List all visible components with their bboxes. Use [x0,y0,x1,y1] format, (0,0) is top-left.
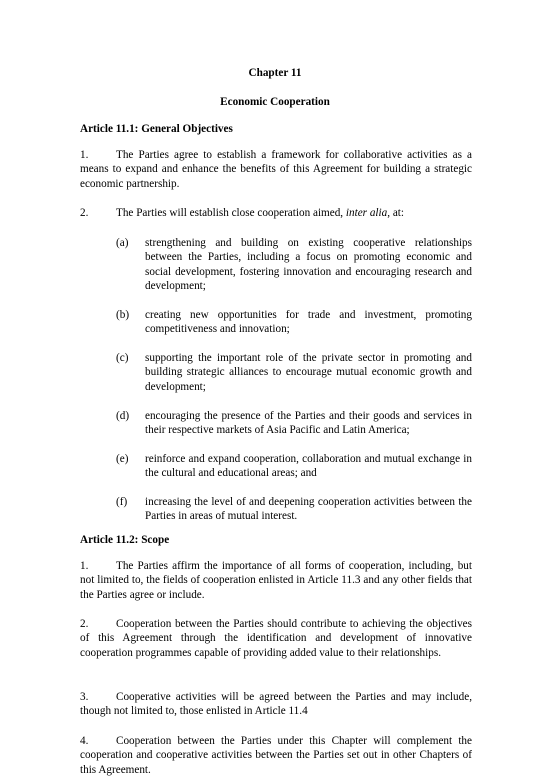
list-item-letter: (c) [116,352,129,364]
paragraph-text: Cooperation between the Parties under this Chapter will complement the cooperation and cooperative activities between the Parties set out in other Chapters of this Agreement. [80,735,472,776]
paragraph-text: Cooperation between the Parties should contribute to achieving the objectives of this Agreement through the identification and development of innovative cooperation programmes capable of providing added value to their relationships. [80,618,472,659]
paragraph-number: 4. [80,735,89,747]
chapter-subtitle: Economic Cooperation [220,96,330,108]
paragraph-text: The Parties affirm the importance of all forms of cooperation, including, but not limited to, the fields of cooperation enlisted in Article 11.3 and any other fields that the Parties agree or include. [80,560,472,601]
paragraph-text: The Parties agree to establish a framework for collaborative activities as a means to expand and enhance the benefits of this Agreement for building a strategic economic partnership. [80,149,472,190]
list-item [116,409,472,438]
paragraph [80,559,472,602]
paragraph-number: 2. [80,618,89,630]
paragraph-text: , at: [387,207,405,219]
paragraph-number: 3. [80,691,89,703]
paragraph [80,206,472,220]
list-item-text: supporting the important role of the private sector in promoting and building strategic alliances to encourage mutual economic growth and development; [145,352,472,393]
list-item [116,495,472,524]
paragraph-number: 1. [80,149,89,161]
paragraph [80,690,472,719]
paragraph-text-italic: inter alia [345,207,388,219]
chapter-title: Chapter 11 [248,67,302,79]
paragraph-number: 1. [80,560,89,572]
list-item-letter: (f) [116,496,128,508]
list-item-text: encouraging the presence of the Parties and their goods and services in their respective markets of Asia Pacific and Latin America; [145,410,472,437]
article-heading-general-objectives: Article 11.1: General Objectives [80,123,233,135]
list-item [116,236,472,294]
list-item-text: strengthening and building on existing cooperative relationships between the Parties, including a focus on promoting economic and social development, fostering innovation and encouraging research and development; [145,237,472,293]
list-item-text: creating new opportunities for trade and investment, promoting competitiveness and innovation; [145,309,472,336]
paragraph-text: Cooperative activities will be agreed between the Parties and may include, though not limited to, those enlisted in Article 11.4 [80,691,472,718]
paragraph [80,617,472,660]
paragraph [80,734,472,777]
list-item-letter: (e) [116,453,129,465]
list-item [116,308,472,337]
paragraph [80,148,472,191]
list-item-text: increasing the level of and deepening cooperation activities between the Parties in areas of mutual interest. [145,496,472,523]
paragraph-number: 2. [80,207,89,219]
paragraph-text: The Parties will establish close cooperation aimed, [116,207,346,219]
article-heading-scope: Article 11.2: Scope [80,534,170,546]
list-item-text: reinforce and expand cooperation, collaboration and mutual exchange in the cultural and educational areas; and [145,453,472,480]
list-item-letter: (a) [116,237,129,249]
list-item [116,452,472,481]
list-item-letter: (b) [116,309,130,321]
list-item-letter: (d) [116,410,130,422]
list-item [116,351,472,394]
